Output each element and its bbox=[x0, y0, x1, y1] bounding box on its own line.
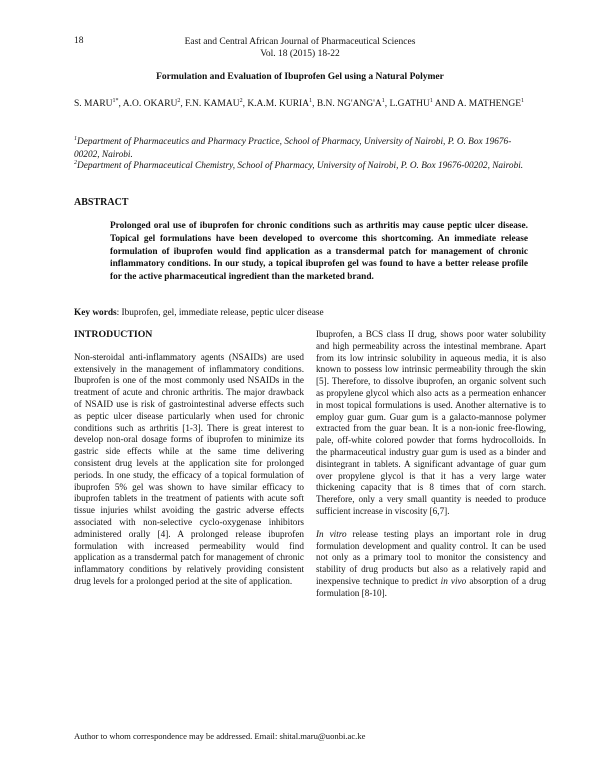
author-list: S. $MARU^{1*}$, A.O. OKARU$^2$, F.N. KAMAU$^2$, K.A.M. KURIA$^1$, B.N. $NG'ANG'A^1$, L.GATHU$^1$ AND A. MATHENGE$^1$ bbox=[74, 97, 525, 109]
keywords-list: Ibuprofen, gel, immediate release, peptic ulcer disease bbox=[121, 308, 324, 318]
author-sup: 1 bbox=[429, 97, 433, 104]
keywords-label: Key words bbox=[74, 308, 117, 318]
journal-title: East and Central African Journal of Pharmaceutical Sciences bbox=[184, 37, 416, 47]
abstract-heading: ABSTRACT bbox=[74, 197, 129, 208]
journal-header bbox=[0, 36, 600, 60]
paragraph: Ibuprofen, a BCS class II drug, shows poor water solubility and high permeability across the intestinal membrane. Apart from its low intrinsic solubility in aqueous media, it is also known to possess low intrinsic permeability through the skin [5]. Therefore, to dissolve ibuprofen, an organic solvent such as propylene glycol which also acts as a permeation enhancer in most topical formulations is used. Another alternative is to employ guar gum. Guar gum is a galacto-mannose polymer extracted from the guar bean. It is a non-ionic free-flowing, pale, off-white colored powder that forms hydrocolloids. In the pharmaceutical industry guar gum is used as a binder and disintegrant in tablets. A significant advantage of guar gum over propylene glycol is that it has a very large water thickening capacity that is 8 times that of corn starch. Therefore, only a very small quantity is needed to produce sufficient increase in viscosity [6,7]. bbox=[316, 329, 546, 516]
affiliation-sup: 1 bbox=[74, 135, 77, 142]
paragraph-text: release testing plays an important role in drug formulation development and quality control. It can be used not only as a primary tool to monitor the consistency and stability of drug products but also as a relatively rapid and inexpensive technique to predict bbox=[316, 528, 546, 586]
italic-term: in vivo bbox=[440, 575, 467, 586]
affiliation-1 bbox=[74, 136, 534, 162]
paragraph bbox=[316, 529, 546, 600]
keywords: Key words: Ibuprofen, gel, immediate release, peptic ulcer disease bbox=[74, 308, 324, 318]
author-name: A. MATHENGE bbox=[457, 99, 522, 109]
paragraph-text: absorption of a drug formulation [8-10]. bbox=[316, 575, 547, 598]
author-name: K.A.M. KURIA bbox=[247, 99, 310, 109]
author-sup: 1* bbox=[112, 97, 119, 104]
affiliation-text: Department of Pharmaceutical Chemistry, School of Pharmacy, University of Nairobi, P. O. Box 19676-00202, Nairobi. bbox=[77, 161, 524, 171]
page-number: 18 bbox=[74, 36, 84, 46]
paper-title: Formulation and Evaluation of Ibuprofen Gel using a Natural Polymer bbox=[156, 72, 444, 82]
author-name: A.O. OKARU bbox=[122, 99, 178, 109]
author-sup: 1 bbox=[521, 97, 525, 104]
author-name: S. MARU bbox=[74, 99, 113, 109]
affiliation-sup: 2 bbox=[74, 159, 77, 166]
left-column bbox=[74, 329, 304, 588]
author-sup: 1 bbox=[309, 97, 313, 104]
author-sup: 1 bbox=[381, 97, 385, 104]
author-name: F.N. KAMAU bbox=[185, 99, 240, 109]
correspondence-footnote: Author to whom correspondence may be addressed. Email: shital.maru@uonbi.ac.ke bbox=[74, 731, 366, 741]
right-column bbox=[316, 329, 546, 600]
affiliation-text: Department of Pharmaceutics and Pharmacy Practice, School of Pharmacy, University of Nairobi, P. O. Box 19676-00202, Nairobi. bbox=[74, 137, 512, 160]
author-name: L.GATHU bbox=[389, 99, 430, 109]
introduction-heading: INTRODUCTION bbox=[74, 329, 153, 340]
paragraph: Non-steroidal anti-inflammatory agents (NSAIDs) are used extensively in the management of inflammatory conditions. Ibuprofen is one of the most commonly used NSAIDs in the treatment of acute and chronic arthritis. The major drawback of NSAID use is risk of gastrointestinal adverse effects such as peptic ulcer disease particularly when used for chronic conditions such as arthritis [1-3]. There is great interest to develop non-oral dosage forms of ibuprofen to minimize its gastric side effects while at the same time delivering consistent drug levels at the application site for prolonged periods. In one study, the efficacy of a topical formulation of ibuprofen 5% gel was shown to have similar efficacy to ibuprofen tablets in the treatment of patients with acute soft tissue injuries whilst avoiding the gastric adverse effects associated with non-selective cyclo-oxygenase inhibitors administered orally [4]. A prolonged release ibuprofen formulation with increased permeability would find application as a transdermal patch for management of chronic inflammatory conditions by relatively providing consistent drug levels for a prolonged period at the site of application. bbox=[74, 351, 304, 586]
italic-term: In vitro bbox=[316, 528, 347, 539]
affiliation-2 bbox=[74, 160, 534, 173]
journal-volume: Vol. 18 (2015) 18-22 bbox=[260, 49, 340, 59]
author-sup: 2 bbox=[177, 97, 181, 104]
author-name: B.N. NG'ANG'A bbox=[316, 99, 382, 109]
author-sup: 2 bbox=[239, 97, 243, 104]
abstract-body: Prolonged oral use of ibuprofen for chronic conditions such as arthritis may cause peptic ulcer disease. Topical gel formulations have been developed to overcome this shortcoming. An immediate release formulation of ibuprofen would find application as a transdermal patch for management of chronic inflammatory conditions. In our study, a topical ibuprofen gel was found to have a better release profile for the active pharmaceutical ingredient than the marketed brand. bbox=[110, 221, 528, 283]
